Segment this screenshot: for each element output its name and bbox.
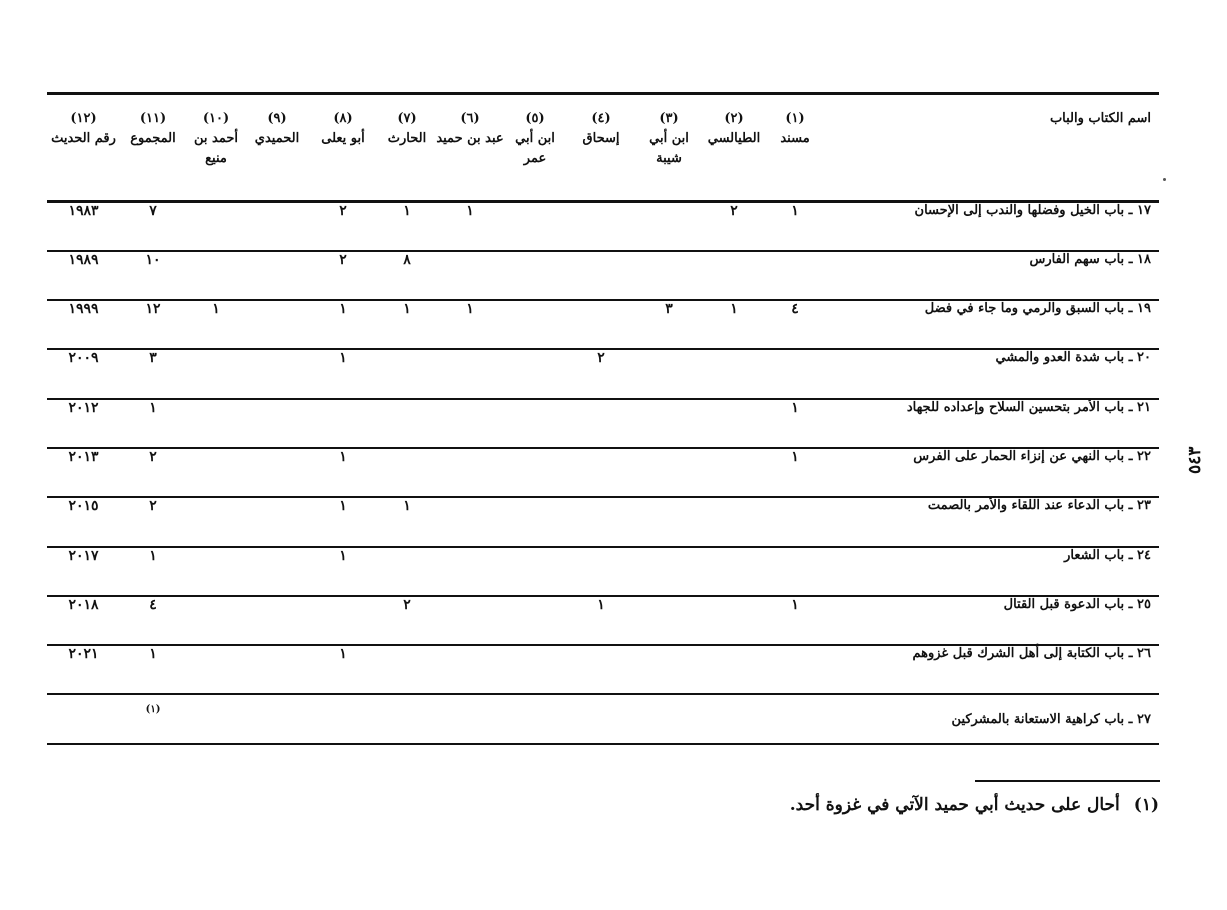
count-cell-c9 [246, 251, 308, 300]
column-header-c12 [47, 94, 120, 202]
count-cell-c8 [308, 694, 378, 743]
count-cell-c10 [186, 694, 246, 743]
count-cell-c10 [186, 349, 246, 398]
column-header-c8 [308, 94, 378, 202]
count-cell-c8 [308, 399, 378, 448]
count-cell-c2 [702, 349, 766, 398]
column-number: (٣) [659, 111, 679, 126]
column-header-label: الحارث [387, 131, 427, 146]
count-cell-c1: ١ [791, 448, 799, 465]
footnote [790, 795, 1159, 815]
table-row [47, 251, 1159, 300]
table-row [47, 448, 1159, 497]
column-header-c2 [702, 94, 766, 202]
count-cell-c3 [636, 497, 702, 546]
count-cell-c1: ١ [791, 596, 799, 613]
count-cell-c1 [766, 251, 824, 300]
chapter-cell: ٢٧ ـ باب كراهية الاستعانة بالمشركين [951, 711, 1151, 727]
count-cell-c2 [702, 547, 766, 596]
count-cell-c8: ٢ [339, 251, 347, 268]
chapter-cell: ٢٥ ـ باب الدعوة قبل القتال [1003, 596, 1151, 612]
count-cell-c3 [636, 251, 702, 300]
column-header-c4 [566, 94, 636, 202]
count-cell-c7 [378, 399, 436, 448]
count-cell-c1: ٤ [791, 301, 799, 318]
count-cell-c6 [436, 596, 504, 645]
count-cell-c12 [47, 694, 120, 743]
count-cell-c2: ٢ [730, 203, 738, 219]
chapter-cell: ٢٣ ـ باب الدعاء عند اللقاء والأمر بالصمت [927, 498, 1151, 514]
count-cell-c5 [504, 251, 566, 300]
count-cell-c6 [436, 251, 504, 300]
count-cell-c7 [378, 645, 436, 694]
count-cell-c9 [246, 694, 308, 743]
count-cell-c4 [566, 448, 636, 497]
count-cell-c5 [504, 547, 566, 596]
column-header-label: ابن أبي عمر [515, 131, 555, 166]
table-row [47, 694, 1159, 743]
count-cell-c4 [566, 202, 636, 251]
count-cell-c7 [378, 694, 436, 743]
column-header-c3 [636, 94, 702, 202]
column-number: (١٠) [202, 111, 230, 126]
count-cell-c6 [436, 547, 504, 596]
count-cell-c1 [766, 497, 824, 546]
count-cell-c7: ١ [403, 301, 411, 318]
count-cell-c12: ١٩٩٩ [68, 301, 99, 318]
count-cell-c11: ١ [149, 547, 157, 564]
count-cell-c9 [246, 645, 308, 694]
count-cell-c1 [766, 645, 824, 694]
footnote-rule [975, 780, 1160, 782]
count-cell-c7: ٨ [403, 251, 411, 268]
count-cell-c7: ١ [403, 498, 411, 515]
count-cell-c4: ٢ [597, 350, 605, 367]
column-header-c5 [504, 94, 566, 202]
chapter-cell: ٢٤ ـ باب الشعار [1064, 547, 1151, 563]
count-cell-c1 [766, 694, 824, 743]
count-cell-c6 [436, 497, 504, 546]
count-cell-c9 [246, 202, 308, 251]
count-cell-c4 [566, 300, 636, 349]
count-cell-c10 [186, 497, 246, 546]
column-header-label: الطيالسي [707, 131, 761, 146]
count-cell-c4 [566, 645, 636, 694]
count-cell-c9 [246, 497, 308, 546]
count-cell-c3 [636, 596, 702, 645]
count-cell-c11: ٢ [149, 448, 157, 465]
count-cell-c11: ١ [149, 399, 157, 416]
column-header-chapter [824, 94, 1159, 202]
count-cell-c12: ٢٠٢١ [68, 646, 99, 663]
column-header-label: المجموع [130, 131, 176, 146]
table-row [47, 300, 1159, 349]
count-cell-c9 [246, 300, 308, 349]
count-cell-c6 [436, 399, 504, 448]
column-header-label: أحمد بن منيع [193, 131, 239, 166]
count-cell-c7 [378, 547, 436, 596]
column-header-label: عبد بن حميد [436, 131, 504, 146]
count-cell-c2 [702, 694, 766, 743]
column-header-label: إسحاق [582, 131, 620, 146]
count-cell-c12: ٢٠١٥ [68, 498, 99, 515]
count-cell-c8 [308, 596, 378, 645]
column-number: (١١) [139, 111, 167, 126]
count-cell-c8: ١ [339, 350, 347, 367]
column-number: (٩) [267, 111, 287, 126]
count-cell-c5 [504, 202, 566, 251]
count-cell-c8: ١ [339, 547, 347, 564]
table-row [47, 547, 1159, 596]
column-header-label: مسند [780, 131, 810, 146]
count-cell-c4 [566, 547, 636, 596]
column-header-c6 [436, 94, 504, 202]
column-header-label: ابن أبي شيبة [649, 131, 689, 166]
count-cell-c9 [246, 596, 308, 645]
count-cell-c12: ٢٠١٨ [68, 596, 99, 613]
chapter-cell: ١٨ ـ باب سهم الفارس [1029, 251, 1151, 267]
count-cell-c4 [566, 497, 636, 546]
count-cell-c7: ١ [403, 203, 411, 219]
count-cell-c3 [636, 399, 702, 448]
count-cell-c1: ١ [791, 203, 799, 219]
count-cell-c8: ٢ [339, 203, 347, 219]
count-cell-c11: ١٠ [145, 251, 161, 268]
count-cell-c3 [636, 448, 702, 497]
table-row [47, 645, 1159, 694]
count-cell-c2 [702, 596, 766, 645]
count-cell-c5 [504, 399, 566, 448]
count-cell-c5 [504, 448, 566, 497]
count-cell-c6 [436, 694, 504, 743]
count-cell-c10 [186, 251, 246, 300]
count-cell-c4 [566, 694, 636, 743]
count-cell-c3 [636, 547, 702, 596]
column-number: (٤) [591, 111, 611, 126]
count-cell-c9 [246, 399, 308, 448]
chapter-cell: ١٧ ـ باب الخيل وفضلها والندب إلى الإحسان [914, 203, 1151, 218]
count-cell-c2: ١ [730, 301, 738, 318]
count-cell-c9 [246, 448, 308, 497]
count-cell-c3: ٣ [665, 301, 673, 318]
count-cell-c9 [246, 349, 308, 398]
chapter-cell: ٢٦ ـ باب الكتابة إلى أهل الشرك قبل غزوهم [912, 646, 1151, 662]
column-header-c7 [378, 94, 436, 202]
page-number: ٥٤٣ [1185, 446, 1205, 474]
column-header-c10 [186, 94, 246, 202]
table-row [47, 596, 1159, 645]
count-cell-c10 [186, 596, 246, 645]
count-cell-c12: ١٩٨٣ [68, 203, 99, 219]
count-cell-c4 [566, 251, 636, 300]
count-cell-c7 [378, 448, 436, 497]
count-cell-c12: ٢٠٠٩ [68, 350, 99, 367]
count-cell-c10: ١ [212, 301, 220, 318]
count-cell-c1: ١ [791, 399, 799, 416]
count-cell-c12: ١٩٨٩ [68, 251, 99, 268]
count-cell-c5 [504, 300, 566, 349]
footnote-marker: (١) [1133, 795, 1159, 815]
chapter-cell: ٢١ ـ باب الأمر بتحسين السلاح وإعداده للجهاد [906, 399, 1151, 415]
column-number: (٨) [333, 111, 353, 126]
column-number: (٥) [525, 111, 545, 126]
count-cell-c11: ١٢ [145, 301, 161, 318]
count-cell-c10 [186, 547, 246, 596]
count-cell-c8: ١ [339, 646, 347, 663]
table-row [47, 349, 1159, 398]
count-cell-c2 [702, 399, 766, 448]
count-cell-c11: ٣ [149, 350, 157, 367]
count-cell-c11: ٢ [149, 498, 157, 515]
column-number: (١) [785, 111, 805, 126]
table-body [47, 202, 1159, 744]
column-header-label: رقم الحديث [51, 131, 116, 146]
count-cell-c5 [504, 596, 566, 645]
count-cell-c12: ٢٠١٢ [68, 399, 99, 416]
count-cell-c4: ١ [597, 596, 605, 613]
count-cell-c6: ١ [466, 301, 474, 318]
column-header-c1 [766, 94, 824, 202]
count-cell-c12: ٢٠١٧ [68, 547, 99, 564]
count-cell-c5 [504, 349, 566, 398]
count-cell-c2 [702, 251, 766, 300]
table-row [47, 202, 1159, 251]
count-cell-c6 [436, 645, 504, 694]
count-cell-c7: ٢ [403, 596, 411, 613]
count-cell-c6 [436, 349, 504, 398]
count-cell-c10 [186, 202, 246, 251]
count-cell-c11: ٤ [149, 596, 157, 613]
column-header-label: اسم الكتاب والباب [1049, 111, 1151, 126]
count-cell-c8: ١ [339, 448, 347, 465]
count-cell-c2 [702, 645, 766, 694]
table-header-row [47, 94, 1159, 202]
count-cell-c8: ١ [339, 301, 347, 318]
count-cell-c2 [702, 448, 766, 497]
chapter-cell: ٢٢ ـ باب النهي عن إنزاء الحمار على الفرس [913, 448, 1151, 464]
column-header-label: الحميدي [254, 131, 300, 146]
count-cell-c5 [504, 497, 566, 546]
count-cell-c11: ١ [149, 646, 157, 663]
count-cell-c1 [766, 349, 824, 398]
count-cell-c12: ٢٠١٣ [68, 448, 99, 465]
count-cell-c3 [636, 645, 702, 694]
count-cell-c9 [246, 547, 308, 596]
count-cell-c2 [702, 497, 766, 546]
column-header-c11 [120, 94, 186, 202]
count-cell-c7 [378, 349, 436, 398]
column-number: (٧) [397, 111, 417, 126]
count-cell-c1 [766, 547, 824, 596]
count-cell-c4 [566, 399, 636, 448]
count-cell-c8: ١ [339, 498, 347, 515]
chapter-cell: ١٩ ـ باب السبق والرمي وما جاء في فضل [924, 301, 1151, 317]
count-cell-c10 [186, 645, 246, 694]
count-cell-c6 [436, 448, 504, 497]
column-header-c9 [246, 94, 308, 202]
count-cell-c11: ٧ [149, 203, 157, 219]
count-cell-c6: ١ [466, 203, 474, 219]
column-number: (١٢) [70, 111, 97, 126]
footnote-text: أحال على حديث أبي حميد الآتي في غزوة أحد. [789, 795, 1120, 815]
count-cell-c3 [636, 694, 702, 743]
count-cell-c5 [504, 694, 566, 743]
hadith-index-table [47, 92, 1159, 745]
count-cell-c3 [636, 202, 702, 251]
table-row [47, 497, 1159, 546]
stray-dot [1163, 178, 1166, 181]
count-cell-c3 [636, 349, 702, 398]
count-cell-c10 [186, 448, 246, 497]
column-number: (٢) [724, 111, 744, 126]
column-number: (٦) [460, 111, 480, 126]
count-cell-c10 [186, 399, 246, 448]
chapter-cell: ٢٠ ـ باب شدة العدو والمشي [995, 350, 1151, 366]
count-cell-c5 [504, 645, 566, 694]
table-row [47, 399, 1159, 448]
count-cell-c11: (١) [145, 703, 161, 715]
column-header-label: أبو يعلى [321, 131, 365, 146]
